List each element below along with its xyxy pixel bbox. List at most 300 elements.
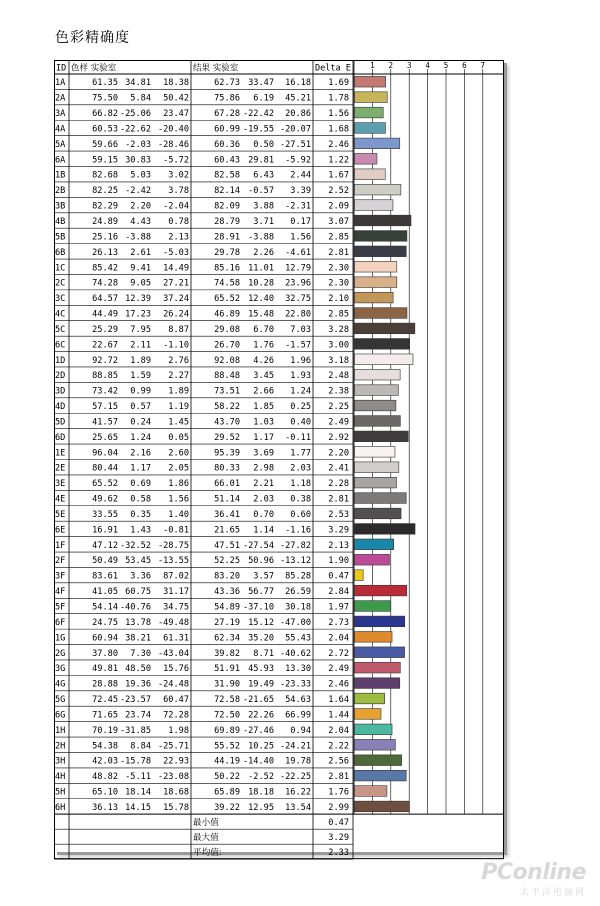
reference-value: 0.57: [130, 402, 151, 413]
result-value: -1.16: [285, 525, 311, 536]
result-value: 3.88: [253, 201, 274, 212]
row-id: 1F: [55, 540, 66, 551]
reference-value: -13.55: [157, 556, 189, 567]
delta-e-bar: [355, 200, 393, 211]
delta-e-value: 2.46: [328, 139, 349, 150]
result-value: -22.42: [242, 109, 274, 120]
reference-value: 80.44: [92, 463, 118, 474]
delta-e-bar: [355, 107, 384, 118]
reference-value: 3.36: [130, 571, 151, 582]
delta-e-value: 2.04: [328, 633, 349, 644]
reference-value: 60.75: [125, 587, 151, 598]
axis-tick-label: 7: [480, 61, 486, 70]
result-value: 16.18: [285, 78, 311, 89]
result-value: 83.20: [214, 571, 240, 582]
delta-e-value: 2.92: [328, 432, 349, 443]
reference-value: 0.35: [130, 509, 151, 520]
result-value: 32.75: [285, 294, 311, 305]
page-title: 色彩精确度: [55, 30, 130, 46]
result-value: 20.86: [285, 109, 311, 120]
reference-value: -2.42: [125, 186, 151, 197]
result-value: 36.41: [214, 509, 240, 520]
result-value: 51.91: [214, 664, 240, 675]
row-id: 3B: [55, 201, 66, 212]
result-value: 60.99: [214, 124, 240, 135]
delta-e-value: 2.22: [328, 741, 349, 752]
result-value: -37.10: [242, 602, 274, 613]
result-value: 29.78: [214, 247, 240, 258]
delta-e-bar: [355, 493, 407, 504]
result-value: -27.54: [242, 540, 274, 551]
result-value: 0.40: [290, 417, 311, 428]
result-value: 2.26: [253, 247, 274, 258]
result-value: 52.25: [214, 556, 240, 567]
result-value: 69.89: [214, 725, 240, 736]
reference-value: 72.45: [92, 695, 118, 706]
result-value: 1.85: [253, 402, 274, 413]
result-value: -23.33: [279, 679, 311, 690]
result-value: 65.89: [214, 787, 240, 798]
result-value: 15.12: [248, 617, 274, 628]
axis-tick-label: 3: [406, 61, 412, 70]
reference-value: 49.62: [92, 494, 118, 505]
result-value: 46.89: [214, 309, 240, 320]
reference-value: -40.76: [119, 602, 151, 613]
reference-value: 12.39: [125, 294, 151, 305]
reference-value: 22.93: [163, 756, 189, 767]
reference-value: 1.24: [130, 432, 151, 443]
result-value: 19.49: [248, 679, 274, 690]
result-value: 2.03: [253, 494, 274, 505]
reference-value: -2.03: [125, 139, 151, 150]
result-value: 2.21: [253, 479, 274, 490]
reference-value: 30.83: [125, 155, 151, 166]
reference-value: 0.05: [168, 432, 189, 443]
result-value: 85.16: [214, 263, 240, 274]
result-value: 1.14: [253, 525, 274, 536]
header-id: ID: [56, 63, 67, 74]
reference-value: 65.52: [92, 479, 118, 490]
delta-e-bar: [355, 431, 409, 442]
delta-e-bar: [355, 616, 405, 627]
row-id: 5B: [55, 232, 66, 243]
reference-value: 1.19: [168, 402, 189, 413]
result-value: 88.48: [214, 371, 240, 382]
delta-e-bar: [355, 601, 391, 612]
delta-e-bar: [355, 416, 401, 427]
reference-value: -43.04: [157, 648, 189, 659]
result-value: 28.91: [214, 232, 240, 243]
reference-value: 22.67: [92, 340, 118, 351]
reference-value: 96.04: [92, 448, 118, 459]
reference-value: 2.76: [168, 355, 189, 366]
result-value: 6.19: [253, 93, 274, 104]
result-value: 43.36: [214, 587, 240, 598]
result-value: 3.69: [253, 448, 274, 459]
delta-e-bar: [355, 678, 400, 689]
result-value: 47.51: [214, 540, 240, 551]
reference-value: 8.84: [130, 741, 151, 752]
reference-value: 74.28: [92, 278, 118, 289]
reference-value: 3.02: [168, 170, 189, 181]
reference-value: -32.52: [119, 540, 151, 551]
delta-e-bar: [355, 354, 414, 365]
reference-value: -23.08: [157, 772, 189, 783]
reference-value: 54.38: [92, 741, 118, 752]
result-value: 12.40: [248, 294, 274, 305]
delta-e-value: 3.29: [328, 525, 349, 536]
reference-value: 92.72: [92, 355, 118, 366]
delta-e-value: 2.04: [328, 725, 349, 736]
reference-value: 37.24: [163, 294, 189, 305]
row-id: 1A: [55, 78, 66, 89]
reference-value: -22.62: [119, 124, 151, 135]
result-value: -14.40: [242, 756, 274, 767]
delta-e-value: 1.68: [328, 124, 349, 135]
result-value: 1.18: [290, 479, 311, 490]
delta-e-bar: [355, 385, 399, 396]
reference-value: 4.43: [130, 217, 151, 227]
reference-value: 88.85: [92, 371, 118, 382]
summary-value: 3.29: [328, 833, 349, 844]
result-value: 67.28: [214, 109, 240, 120]
reference-value: 48.50: [125, 664, 151, 675]
result-value: 7.03: [290, 324, 311, 335]
row-id: 5H: [55, 787, 66, 798]
row-id: 4F: [55, 587, 66, 598]
reference-value: 36.13: [92, 802, 118, 813]
header-result-lab: 结果 实验室: [193, 63, 239, 74]
reference-value: -5.72: [163, 155, 189, 166]
row-id: 6G: [55, 710, 66, 721]
reference-value: 26.13: [92, 247, 118, 258]
reference-value: 15.78: [163, 802, 189, 813]
row-id: 1G: [55, 633, 66, 644]
result-value: -47.00: [279, 617, 311, 628]
result-value: 13.54: [285, 802, 311, 813]
result-value: 1.03: [253, 417, 274, 428]
result-value: 16.22: [285, 787, 311, 798]
result-value: 1.24: [290, 386, 311, 397]
reference-value: -28.75: [157, 540, 189, 551]
result-value: 31.90: [214, 679, 240, 690]
reference-value: 61.35: [92, 78, 118, 89]
result-value: 1.93: [290, 371, 311, 382]
delta-e-bar: [355, 261, 397, 272]
row-id: 1B: [55, 170, 66, 181]
result-value: 65.52: [214, 294, 240, 305]
row-id: 1H: [55, 725, 66, 736]
reference-value: 66.82: [92, 109, 118, 120]
delta-e-bar: [355, 138, 400, 149]
reference-value: 27.21: [163, 278, 189, 289]
result-value: 8.71: [253, 648, 274, 659]
reference-value: 57.15: [92, 402, 118, 413]
reference-value: 48.82: [92, 772, 118, 783]
delta-e-bar: [355, 632, 393, 643]
reference-value: 0.58: [130, 494, 151, 505]
result-value: 29.08: [214, 324, 240, 335]
reference-value: 37.80: [92, 648, 118, 659]
axis-tick-label: 5: [443, 61, 449, 70]
delta-e-value: 2.85: [328, 309, 349, 320]
delta-e-value: 2.09: [328, 201, 349, 212]
header-delta-e: Delta E: [315, 63, 351, 74]
reference-value: 23.47: [163, 109, 189, 120]
header-reference-lab: 色样 实验室: [71, 63, 117, 74]
reference-value: -24.48: [157, 679, 189, 690]
result-value: 0.25: [290, 402, 311, 413]
delta-e-bar: [355, 323, 415, 334]
result-value: 55.43: [285, 633, 311, 644]
row-id: 2C: [55, 278, 66, 289]
reference-value: 34.75: [163, 602, 189, 613]
result-value: 35.20: [248, 633, 274, 644]
delta-e-bar: [355, 662, 401, 673]
reference-value: 50.42: [163, 93, 189, 104]
reference-value: 42.03: [92, 756, 118, 767]
result-value: 54.63: [285, 695, 311, 706]
reference-value: 59.15: [92, 155, 118, 166]
delta-e-bar: [355, 647, 405, 658]
delta-e-bar: [355, 709, 381, 720]
row-id: 3D: [55, 386, 66, 397]
delta-e-bar: [355, 169, 386, 180]
reference-value: 72.28: [163, 710, 189, 721]
reference-value: -28.46: [157, 139, 189, 150]
result-value: 23.96: [285, 278, 311, 289]
delta-e-value: 2.53: [328, 509, 349, 520]
result-value: 39.22: [214, 802, 240, 813]
row-id: 1C: [55, 263, 66, 274]
result-value: 3.57: [253, 571, 274, 582]
result-value: 39.82: [214, 648, 240, 659]
reference-value: 53.45: [125, 556, 151, 567]
reference-value: 82.68: [92, 170, 118, 181]
reference-value: 2.20: [130, 201, 151, 212]
reference-value: 1.40: [168, 509, 189, 520]
delta-e-bar: [355, 400, 396, 411]
reference-value: 16.91: [92, 525, 118, 536]
reference-value: 70.19: [92, 725, 118, 736]
row-id: 5D: [55, 417, 66, 428]
reference-value: -25.71: [157, 741, 189, 752]
delta-e-value: 3.18: [328, 355, 349, 366]
row-id: 3A: [55, 109, 66, 120]
result-value: 0.38: [290, 494, 311, 505]
result-value: 22.26: [248, 710, 274, 721]
result-value: -0.57: [248, 186, 274, 197]
delta-e-bar: [355, 477, 397, 488]
delta-e-bar: [355, 215, 411, 226]
reference-value: 14.15: [125, 802, 151, 813]
reference-value: 1.59: [130, 371, 151, 382]
delta-e-bar: [355, 184, 401, 195]
reference-value: 2.60: [168, 448, 189, 459]
result-value: 82.58: [214, 170, 240, 181]
reference-value: 38.21: [125, 633, 151, 644]
reference-value: 18.38: [163, 78, 189, 89]
reference-value: 61.31: [163, 633, 189, 644]
result-value: 56.77: [248, 587, 274, 598]
result-value: 66.01: [214, 479, 240, 490]
reference-value: 60.47: [163, 695, 189, 706]
result-value: -20.07: [279, 124, 311, 135]
delta-e-bar: [355, 369, 401, 380]
reference-value: 25.29: [92, 324, 118, 335]
reference-value: 18.68: [163, 787, 189, 798]
delta-e-value: 0.47: [328, 571, 349, 582]
reference-value: -25.06: [119, 109, 151, 120]
delta-e-value: 2.84: [328, 587, 349, 598]
result-value: 0.70: [253, 509, 274, 520]
delta-e-bar: [355, 524, 416, 535]
row-id: 2B: [55, 186, 66, 197]
reference-value: 19.36: [125, 679, 151, 690]
summary-label: 最大值: [193, 833, 219, 844]
result-value: 50.22: [214, 772, 240, 783]
row-id: 5E: [55, 509, 66, 520]
row-id: 4E: [55, 494, 66, 505]
reference-value: 71.65: [92, 710, 118, 721]
reference-value: 2.61: [130, 247, 151, 258]
reference-value: 64.57: [92, 294, 118, 305]
result-value: -5.92: [285, 155, 311, 166]
result-value: 73.51: [214, 386, 240, 397]
result-value: -2.31: [285, 201, 311, 212]
result-value: 2.44: [290, 170, 311, 181]
reference-value: -20.40: [157, 124, 189, 135]
reference-value: 41.57: [92, 417, 118, 428]
delta-e-value: 2.30: [328, 263, 349, 274]
delta-e-bar: [355, 801, 410, 812]
delta-e-value: 2.81: [328, 247, 349, 258]
result-value: -4.61: [285, 247, 311, 258]
result-value: 60.36: [214, 139, 240, 150]
delta-e-bar: [355, 123, 386, 134]
reference-value: 0.69: [130, 479, 151, 490]
reference-value: 1.89: [168, 386, 189, 397]
reference-value: 1.17: [130, 463, 151, 474]
reference-value: 1.45: [168, 417, 189, 428]
reference-value: 73.42: [92, 386, 118, 397]
reference-value: 9.05: [130, 278, 151, 289]
result-value: -24.21: [279, 741, 311, 752]
summary-label: 平均值:: [193, 848, 222, 859]
reference-value: -1.10: [163, 340, 189, 351]
result-value: 2.98: [253, 463, 274, 474]
result-value: 45.21: [285, 93, 311, 104]
reference-value: 1.56: [168, 494, 189, 505]
result-value: 0.60: [290, 509, 311, 520]
reference-value: 18.14: [125, 787, 151, 798]
result-value: 2.03: [290, 463, 311, 474]
summary-value: 0.47: [328, 818, 349, 829]
reference-value: -2.04: [163, 201, 189, 212]
row-id: 6F: [55, 617, 66, 628]
row-id: 1D: [55, 355, 66, 366]
row-id: 3G: [55, 664, 66, 675]
row-id: 2H: [55, 741, 66, 752]
delta-e-value: 2.73: [328, 617, 349, 628]
delta-e-value: 1.69: [328, 78, 349, 89]
row-id: 1E: [55, 448, 66, 459]
row-id: 2D: [55, 371, 66, 382]
reference-value: 2.05: [168, 463, 189, 474]
result-value: 58.22: [214, 402, 240, 413]
reference-value: 33.55: [92, 509, 118, 520]
result-value: 26.59: [285, 587, 311, 598]
row-id: 4G: [55, 679, 66, 690]
reference-value: -49.48: [157, 617, 189, 628]
result-value: 10.25: [248, 741, 274, 752]
delta-e-value: 1.22: [328, 155, 349, 166]
result-value: -1.57: [285, 340, 311, 351]
result-value: 3.71: [253, 217, 274, 227]
delta-e-value: 2.28: [328, 479, 349, 490]
result-value: -3.88: [248, 232, 274, 243]
delta-e-value: 2.46: [328, 679, 349, 690]
result-value: 10.28: [248, 278, 274, 289]
delta-e-value: 2.81: [328, 772, 349, 783]
reference-value: 0.99: [130, 386, 151, 397]
delta-e-bar: [355, 308, 407, 319]
row-id: 3F: [55, 571, 66, 582]
result-value: 54.89: [214, 602, 240, 613]
delta-e-value: 3.00: [328, 340, 349, 351]
reference-value: 54.14: [92, 602, 118, 613]
result-value: 3.39: [290, 186, 311, 197]
summary-value: 2.33: [328, 848, 349, 859]
row-id: 3E: [55, 479, 66, 490]
watermark-tagline: 太平洋电脑网: [519, 888, 586, 898]
result-value: 92.08: [214, 355, 240, 366]
reference-value: 59.66: [92, 139, 118, 150]
reference-value: 82.25: [92, 186, 118, 197]
reference-value: 50.49: [92, 556, 118, 567]
color-accuracy-chart: [54, 60, 504, 859]
reference-value: 60.53: [92, 124, 118, 135]
delta-e-bar: [355, 786, 387, 797]
reference-value: 24.75: [92, 617, 118, 628]
delta-e-value: 2.10: [328, 294, 349, 305]
result-value: 12.79: [285, 263, 311, 274]
watermark: [481, 860, 586, 898]
row-id: 6H: [55, 802, 66, 813]
result-value: 1.76: [253, 340, 274, 351]
delta-e-value: 1.76: [328, 787, 349, 798]
delta-e-value: 2.41: [328, 463, 349, 474]
row-id: 6D: [55, 432, 66, 443]
delta-e-bar: [355, 231, 407, 242]
delta-e-bar: [355, 462, 399, 473]
delta-e-bar: [355, 292, 394, 303]
result-value: 66.99: [285, 710, 311, 721]
row-id: 6E: [55, 525, 66, 536]
result-value: 0.17: [290, 217, 311, 227]
row-id: 2F: [55, 556, 66, 567]
row-id: 4H: [55, 772, 66, 783]
reference-value: 13.78: [125, 617, 151, 628]
reference-value: 25.65: [92, 432, 118, 443]
result-value: 6.43: [253, 170, 274, 181]
delta-e-bar: [355, 724, 393, 735]
result-value: 44.19: [214, 756, 240, 767]
delta-e-bar: [355, 539, 394, 550]
result-value: 62.73: [214, 78, 240, 89]
delta-e-value: 1.67: [328, 170, 349, 181]
result-value: 18.18: [248, 787, 274, 798]
